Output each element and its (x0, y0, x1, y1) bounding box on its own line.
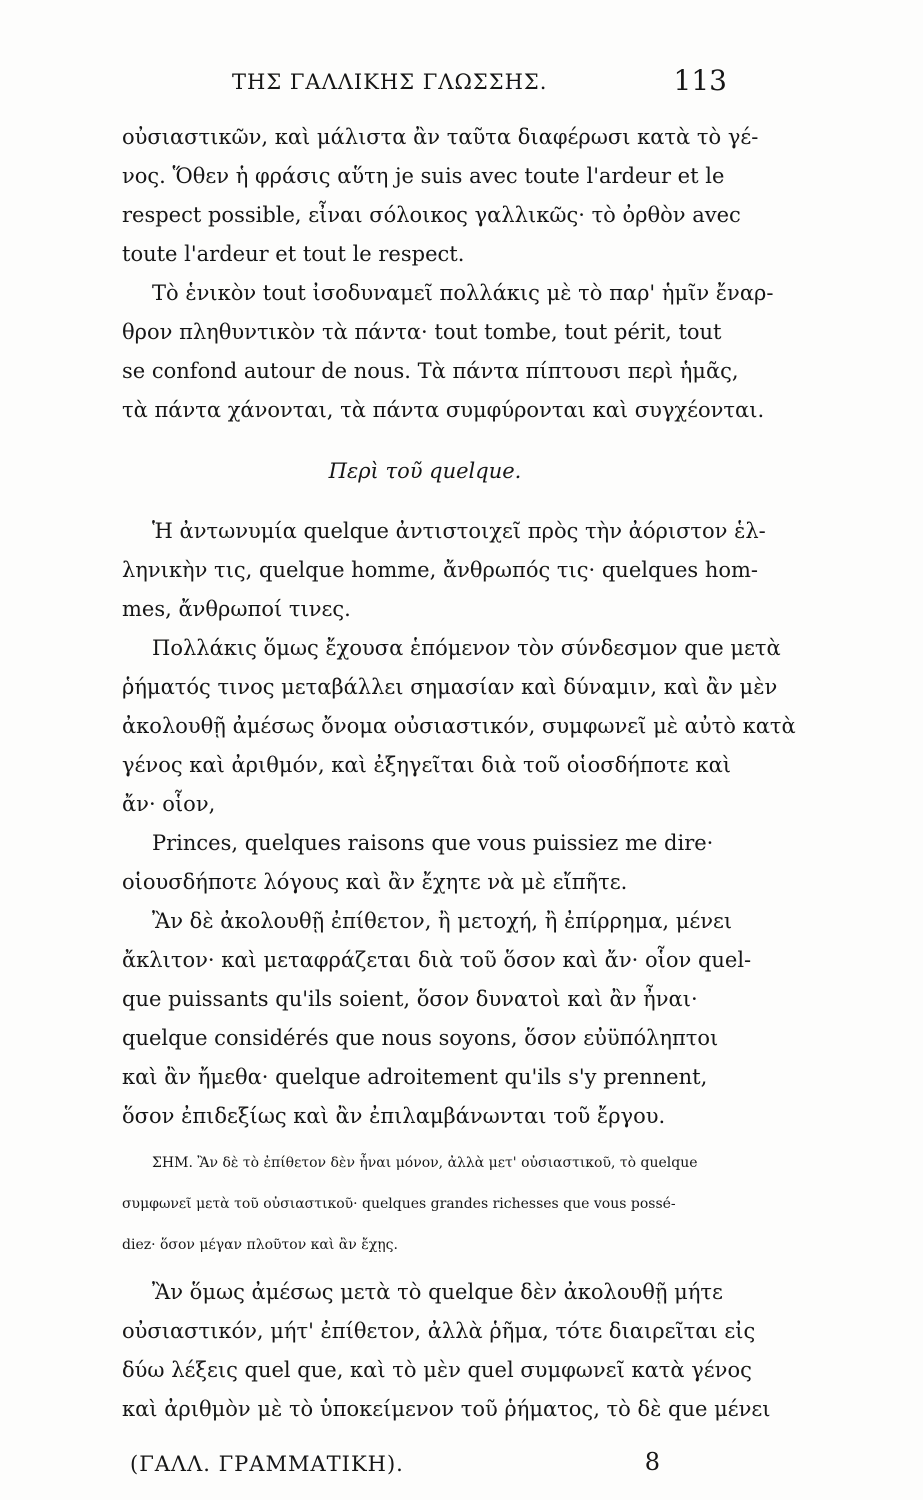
page-number: 113 (673, 64, 727, 97)
text-line: ἄκλιτον· καὶ μεταφράζεται διὰ τοῦ ὅσον καὶ ἄν· οἷον quel- (122, 948, 752, 972)
text-line: toute l'ardeur et tout le respect. (122, 242, 465, 266)
text-line: ἀκολουθῇ ἀμέσως ὄνομα οὐσιαστικόν, συμφωνεῖ μὲ αὐτὸ κατὰ (122, 714, 796, 738)
text-line: ὅσον ἐπιδεξίως καὶ ἂν ἐπιλαμβάνωνται τοῦ ἔργου. (122, 1104, 666, 1128)
text-line: Ἡ ἀντωνυμία quelque ἀντιστοιχεῖ πρὸς τὴν ἀόριστον ἑλ- (152, 519, 766, 543)
text-line: que puissants qu'ils soient, ὅσον δυνατοὶ καὶ ἂν ἦναι· (122, 987, 698, 1011)
page-body (122, 118, 796, 1429)
text-line: Ἂν ὅμως ἀμέσως μετὰ τὸ quelque δὲν ἀκολουθῇ μήτε (152, 1280, 723, 1304)
text-line: οὐσιαστικῶν, καὶ μάλιστα ἂν ταῦτα διαφέρωσι κατὰ τὸ γέ- (122, 125, 759, 149)
text-line: ῥήματός τινος μεταβάλλει σημασίαν καὶ δύναμιν, καὶ ἂν μὲν (122, 675, 778, 699)
example-line: Princes, quelques raisons que vous puissiez me dire· (152, 831, 714, 855)
signature-mark: (ΓΑΛΛ. ΓΡΑΜΜΑΤΙΚΗ). (130, 1452, 404, 1476)
text-line: quelque considérés que nous soyons, ὅσον εὐϋπόληπτοι (122, 1026, 719, 1050)
text-line: Πολλάκις ὅμως ἔχουσα ἑπόμενον τὸν σύνδεσμον que μετὰ (152, 636, 781, 660)
text-line: οἱουσδήποτε λόγους καὶ ἂν ἔχητε νὰ μὲ εἴπῆτε. (122, 870, 628, 894)
signature-number: 8 (644, 1448, 660, 1476)
text-line: καὶ ἀριθμὸν μὲ τὸ ὑποκείμενον τοῦ ῥήματος, τὸ δὲ que μένει (122, 1397, 771, 1421)
note-line: diez· ὅσον μέγαν πλοῦτον καὶ ἂν ἔχῃς. (122, 1237, 398, 1253)
note-line: συμφωνεῖ μετὰ τοῦ οὐσιαστικοῦ· quelques grandes richesses que vous possé- (122, 1196, 676, 1212)
text-line: ληνικὴν τις, quelque homme, ἄνθρωπός τις· quelques hom- (122, 558, 758, 582)
page-header (232, 64, 727, 100)
running-head: ΤΗΣ ΓΑΛΛΙΚΗΣ ΓΛΩΣΣΗΣ. (232, 70, 548, 94)
note-block (122, 1150, 728, 1259)
text-line: Τὸ ἑνικὸν tout ἰσοδυναμεῖ πολλάκις μὲ τὸ παρ' ἡμῖν ἔναρ- (152, 281, 774, 305)
text-line: mes, ἄνθρωποί τινες. (122, 597, 351, 621)
text-line: θρον πληθυντικὸν τὰ πάντα· tout tombe, tout périt, tout (122, 320, 722, 344)
text-line: Ἂν δὲ ἀκολουθῇ ἐπίθετον, ἢ μετοχή, ἢ ἐπίρρημα, μένει (152, 909, 733, 933)
text-line: καὶ ἂν ἤμεθα· quelque adroitement qu'ils s'y prennent, (122, 1065, 708, 1089)
text-line: οὐσιαστικόν, μήτ' ἐπίθετον, ἀλλὰ ῥῆμα, τότε διαιρεῖται εἰς (122, 1319, 756, 1343)
text-line: ἄν· οἷον, (122, 792, 216, 816)
text-line: se confond autour de nous. Τὰ πάντα πίπτουσι περὶ ἡμᾶς, (122, 359, 739, 383)
text-line: respect possible, εἶναι σόλοικος γαλλικῶς· τὸ ὀρθὸν avec (122, 203, 741, 227)
text-line: τὰ πάντα χάνονται, τὰ πάντα συμφύρονται καὶ συγχέονται. (122, 398, 765, 422)
page-footer (130, 1448, 660, 1488)
note-line: ΣΗΜ. Ἂν δὲ τὸ ἐπίθετον δὲν ἦναι μόνον, ἀλλὰ μετ' οὐσιαστικοῦ, τὸ quelque (152, 1155, 698, 1171)
text-line: δύω λέξεις quel que, καὶ τὸ μὲν quel συμφωνεῖ κατὰ γένος (122, 1358, 752, 1382)
section-heading: Περὶ τοῦ quelque. (328, 459, 522, 483)
text-line: νος. Ὅθεν ἡ φράσις αὕτη je suis avec toute l'ardeur et le (122, 164, 725, 188)
text-line: γένος καὶ ἀριθμόν, καὶ ἐξηγεῖται διὰ τοῦ οἱοσδήποτε καὶ (122, 753, 731, 777)
